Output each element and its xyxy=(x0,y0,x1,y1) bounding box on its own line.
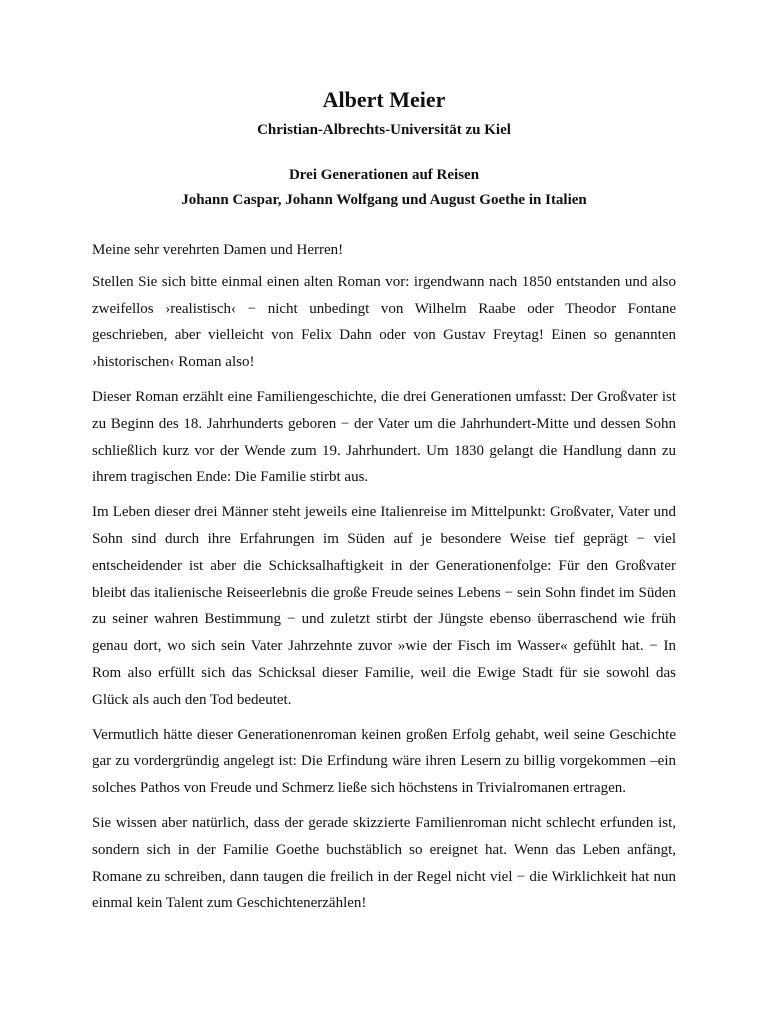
author-name: Albert Meier xyxy=(322,87,446,112)
document-body xyxy=(92,237,676,925)
author-affiliation: Christian-Albrechts-Universität zu Kiel xyxy=(257,122,511,138)
paragraph-3: Im Leben dieser drei Männer steht jeweils eine Italienreise im Mittelpunkt: Großvater, Vater und Sohn sind durch ihre Erfahrungen im Süden auf je besondere Weise tief geprägt − viel entscheidender ist aber die Schicksalhaftigkeit in der Generationenfolge: Für den Großvater bleibt das italienische Reiseerlebnis die große Freude seines Lebens − sein Sohn findet im Süden zu seiner wahren Bestimmung − und zuletzt stirbt der Jüngste ebenso überraschend wie früh genau dort, wo sich sein Vater Jahrzehnte zuvor »wie der Fisch im Wasser« gefühlt hat. − In Rom also erfüllt sich das Schicksal dieser Familie, weil die Ewige Stadt für sie sowohl das Glück als auch den Tod bedeutet. xyxy=(92,504,676,708)
paragraph-5: Sie wissen aber natürlich, dass der gerade skizzierte Familienroman nicht schlecht erfunden ist, sondern sich in der Familie Goethe buchstäblich so ereignet hat. Wenn das Leben anfängt, Romane zu schreiben, dann taugen die freilich in der Regel nicht viel − die Wirklichkeit hat nun einmal kein Talent zum Geschichtenerzählen! xyxy=(92,814,676,912)
salutation: Meine sehr verehrten Damen und Herren! xyxy=(92,242,344,258)
lecture-subtitle: Johann Caspar, Johann Wolfgang und August Goethe in Italien xyxy=(181,192,587,208)
paragraph-2: Dieser Roman erzählt eine Familiengeschichte, die drei Generationen umfasst: Der Großvater ist zu Beginn des 18. Jahrhunderts geboren − der Vater um die Jahrhundert-Mitte und dessen Sohn schließlich kurz vor der Wende zum 19. Jahrhundert. Um 1830 gelangt die Handlung dann zu ihrem tragischen Ende: Die Familie stirbt aus. xyxy=(92,388,676,486)
paragraph-4: Vermutlich hätte dieser Generationenroman keinen großen Erfolg gehabt, weil seine Geschichte gar zu vordergründig angelegt ist: Die Erfindung wäre ihren Lesern zu billig vorgekommen –ein solches Pathos von Freude und Schmerz ließe sich höchstens in Trivialromanen ertragen. xyxy=(92,726,676,797)
lecture-title: Drei Generationen auf Reisen xyxy=(288,167,480,183)
paragraph-1: Stellen Sie sich bitte einmal einen alten Roman vor: irgendwann nach 1850 entstanden und also zweifellos ›realistisch‹ − nicht unbedingt von Wilhelm Raabe oder Theodor Fontane geschrieben, aber vielleicht von Felix Dahn oder von Gustav Freytag! Einen so genannten ›historischen‹ Roman also! xyxy=(92,273,676,371)
